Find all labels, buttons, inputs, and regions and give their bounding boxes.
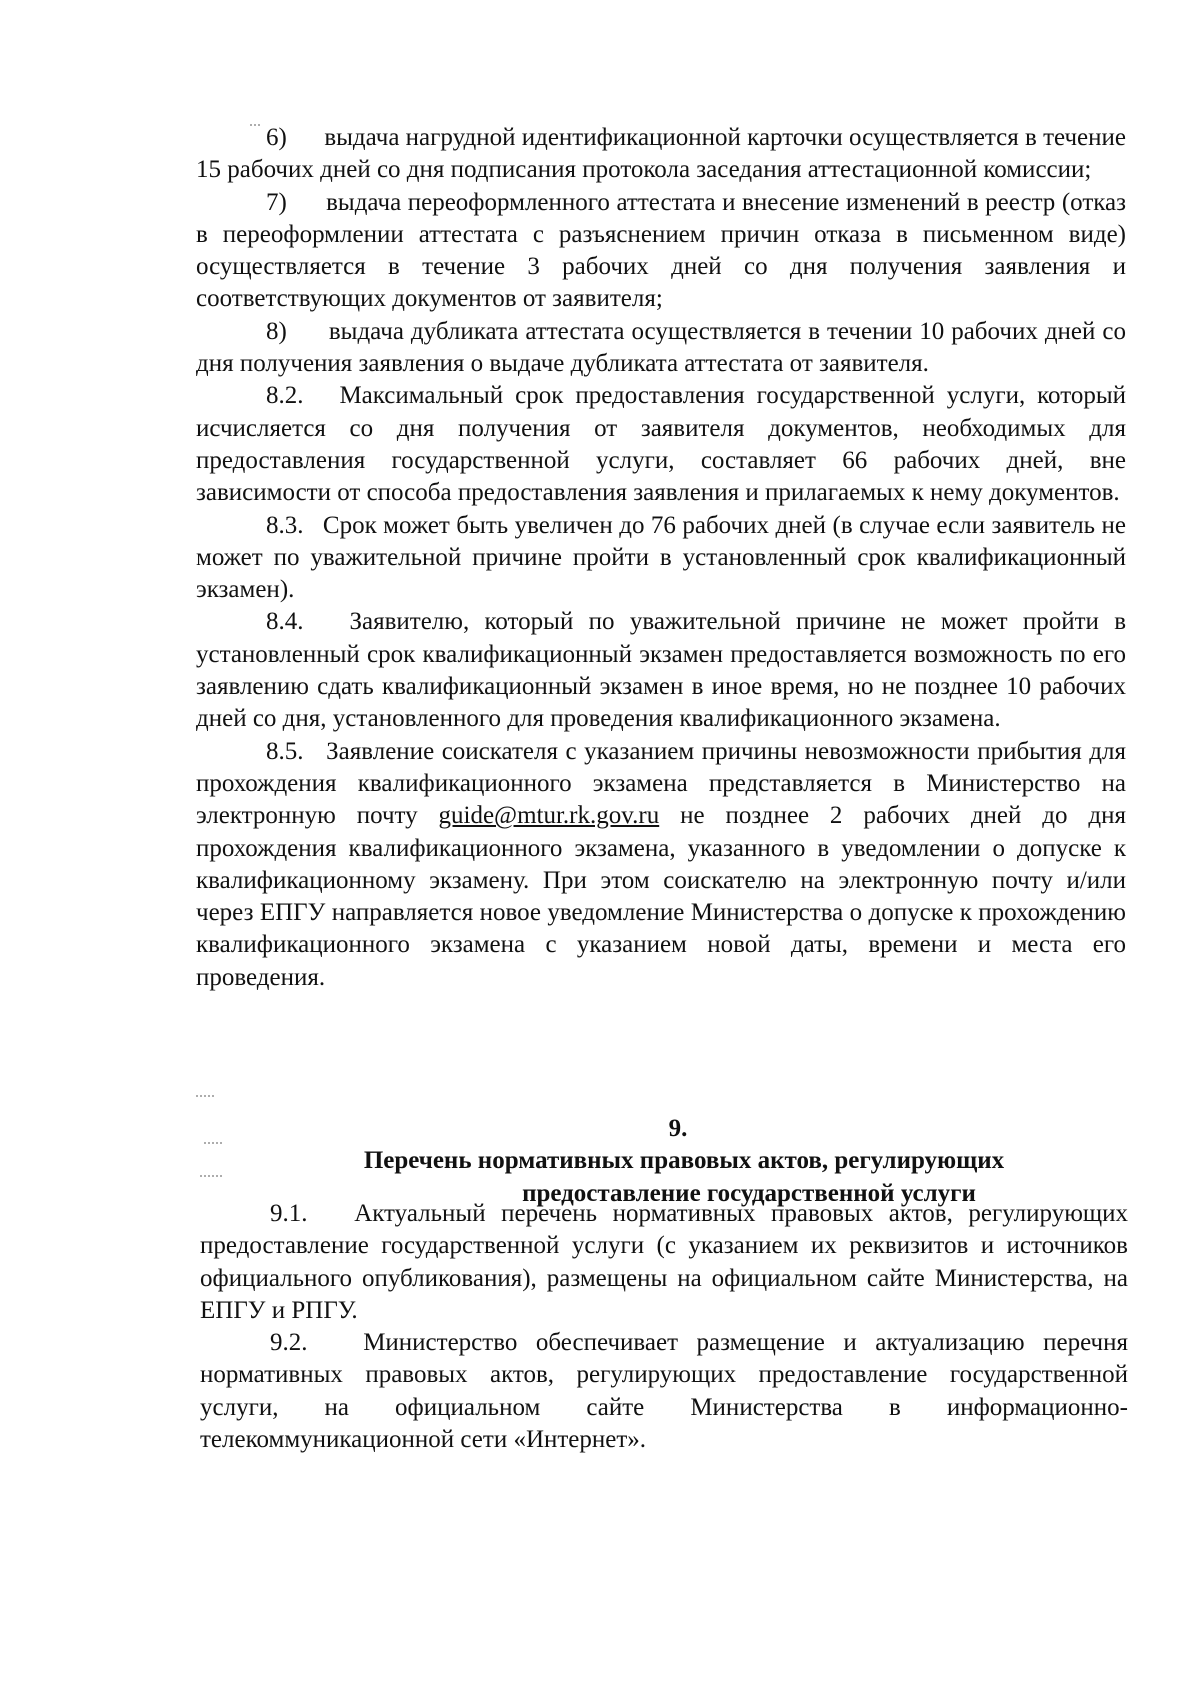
item-text: Максимальный срок предоставления государственной услуги, который исчисляется со дня получения от заявителя документов, необходимых для предоставления государственной услуги, составляет 66 рабочих дней, вне зависимости от способа предоставления заявления и прилагаемых к нему документов. bbox=[196, 382, 1126, 507]
scan-artifact bbox=[250, 124, 260, 130]
item-text: Срок может быть увеличен до 76 рабочих дней (в случае если заявитель не может по уважительной причине пройти в установленный срок квалификационный экзамен). bbox=[196, 511, 1127, 604]
section-9-heading bbox=[200, 1113, 1128, 1210]
heading-title-line-2: предоставление государственной услуги bbox=[522, 1179, 976, 1207]
item-text: выдача переоформленного аттестата и внесение изменений в реестр (отказ в переоформлении аттестата с разъяснением причин отказа в письменном виде) осуществляется в течение 3 рабочих дней со дня получения заявления и соответствующих документов от заявителя; bbox=[196, 188, 1127, 313]
item-number: 9.1. bbox=[270, 1200, 308, 1227]
scan-artifact bbox=[200, 1175, 222, 1181]
section-9-text bbox=[200, 1198, 1128, 1456]
item-number: 8.2. bbox=[266, 382, 304, 410]
paragraph-8-5 bbox=[196, 736, 1126, 994]
item-text: Актуальный перечень нормативных правовых актов, регулирующих предоставление государственной услуги (с указанием их реквизитов и источников официального опубликования), размещены на официальном сайте Министерства, на ЕПГУ и РПГУ. bbox=[200, 1200, 1129, 1324]
item-number: 8.5. bbox=[266, 737, 304, 765]
paragraph-8-4 bbox=[196, 606, 1126, 735]
item-text: выдача нагрудной идентификационной карточки осуществляется в течение 15 рабочих дней со дня подписания протокола заседания аттестационной комиссии; bbox=[196, 124, 1126, 184]
item-number: 8.3. bbox=[266, 511, 304, 539]
item-number: 7) bbox=[266, 188, 287, 216]
scan-artifact bbox=[204, 1142, 222, 1148]
scan-artifact bbox=[196, 1095, 214, 1101]
paragraph-item-7 bbox=[196, 187, 1126, 316]
paragraph-8-2 bbox=[196, 380, 1126, 509]
heading-title-line-1: Перечень нормативных правовых актов, регулирующих bbox=[363, 1147, 1005, 1175]
item-text-after-email: не позднее 2 рабочих дней до дня прохождения квалификационного экзамена, указанного в уведомлении о допуске к квалификационному экзамену. При этом соискателю на электронную почту и/или через ЕПГУ направляется новое уведомление Министерства о допуске к прохождению квалификационного экзамена с указанием новой даты, времени и места его проведения. bbox=[196, 802, 1126, 991]
item-text: Заявителю, который по уважительной причине не может пройти в установленный срок квалификационный экзамен предоставляется возможность по его заявлению сдать квалификационный экзамен в иное время, но не позднее 10 рабочих дней со дня, установленного для проведения квалификационного экзамена. bbox=[196, 608, 1127, 733]
item-text: Министерство обеспечивает размещение и актуализацию перечня нормативных правовых актов, регулирующих предоставление государственной услуги, на официальном сайте Министерства в информационно-телекоммуникационной сети «Интернет». bbox=[200, 1329, 1128, 1454]
item-number: 8) bbox=[266, 317, 287, 345]
item-text-before-email: Заявление соискателя с указанием причины невозможности прибытия для прохождения квалификационного экзамена представляется в Министерство на электронную почту bbox=[196, 737, 1127, 830]
paragraph-9-2 bbox=[200, 1327, 1128, 1456]
paragraph-8-3 bbox=[196, 510, 1126, 607]
paragraph-9-1 bbox=[200, 1198, 1128, 1327]
section-8-text bbox=[196, 122, 1126, 994]
paragraph-item-6 bbox=[196, 122, 1126, 187]
item-text: выдача дубликата аттестата осуществляется в течении 10 рабочих дней со дня получения заявления о выдаче дубликата аттестата от заявителя. bbox=[196, 317, 1126, 378]
email-link[interactable]: guide@mtur.rk.gov.ru bbox=[438, 802, 660, 830]
item-number: 9.2. bbox=[270, 1329, 308, 1357]
paragraph-item-8 bbox=[196, 316, 1126, 381]
heading-line-1 bbox=[200, 1113, 1128, 1178]
item-number: 8.4. bbox=[266, 608, 304, 636]
section-number: 9. bbox=[668, 1115, 688, 1142]
item-number: 6) bbox=[266, 124, 287, 151]
